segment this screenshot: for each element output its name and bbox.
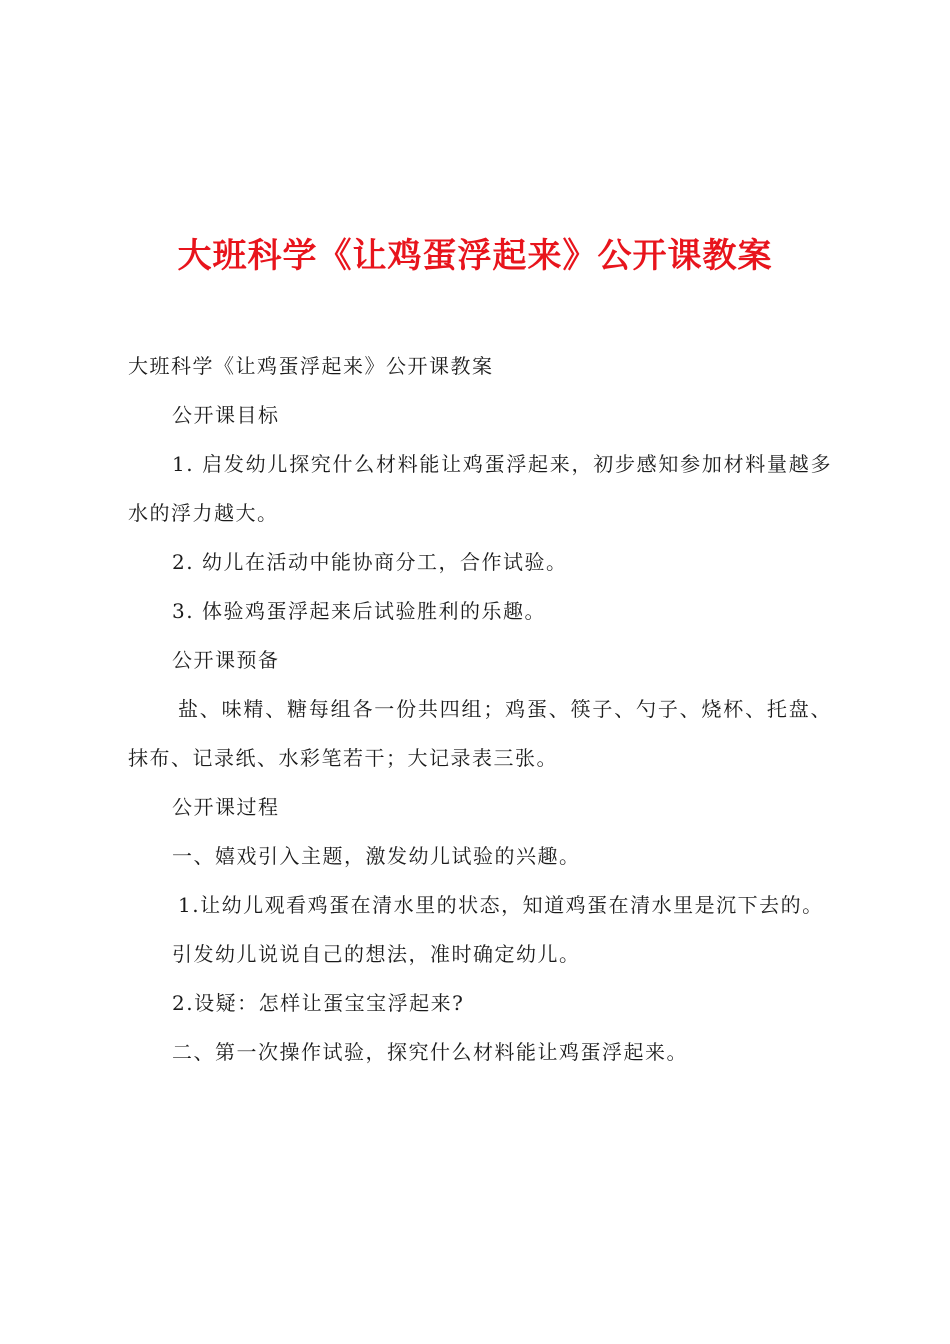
paragraph-step-1-note: 引发幼儿说说自己的想法，准时确定幼儿。 [172, 942, 581, 966]
section-heading-preparation: 公开课预备 [172, 648, 280, 672]
paragraph-materials: 盐、味精、糖每组各一份共四组；鸡蛋、筷子、勺子、烧杯、托盘、抹布、记录纸、水彩笔若干；大记录表三张。 [128, 697, 832, 770]
paragraph-goal-2: 2. 幼儿在活动中能协商分工，合作试验。 [172, 550, 568, 574]
document-title: 大班科学《让鸡蛋浮起来》公开课教案 [177, 235, 773, 276]
paragraph-step-1-1: 1.让幼儿观看鸡蛋在清水里的状态，知道鸡蛋在清水里是沉下去的。 [178, 893, 824, 917]
paragraph-goal-1: 1. 启发幼儿探究什么材料能让鸡蛋浮起来，初步感知参加材料量越多水的浮力越大。 [128, 452, 832, 525]
paragraph-step-1: 一、嬉戏引入主题，激发幼儿试验的兴趣。 [172, 844, 581, 868]
paragraph-step-1-2: 2.设疑：怎样让蛋宝宝浮起来? [172, 991, 465, 1015]
paragraph-heading: 大班科学《让鸡蛋浮起来》公开课教案 [128, 354, 494, 378]
paragraph-goal-3: 3. 体验鸡蛋浮起来后试验胜利的乐趣。 [172, 599, 546, 623]
paragraph-step-2: 二、第一次操作试验，探究什么材料能让鸡蛋浮起来。 [172, 1040, 688, 1064]
section-heading-goals: 公开课目标 [172, 403, 280, 427]
section-heading-process: 公开课过程 [172, 795, 280, 819]
document-body [128, 342, 832, 1077]
